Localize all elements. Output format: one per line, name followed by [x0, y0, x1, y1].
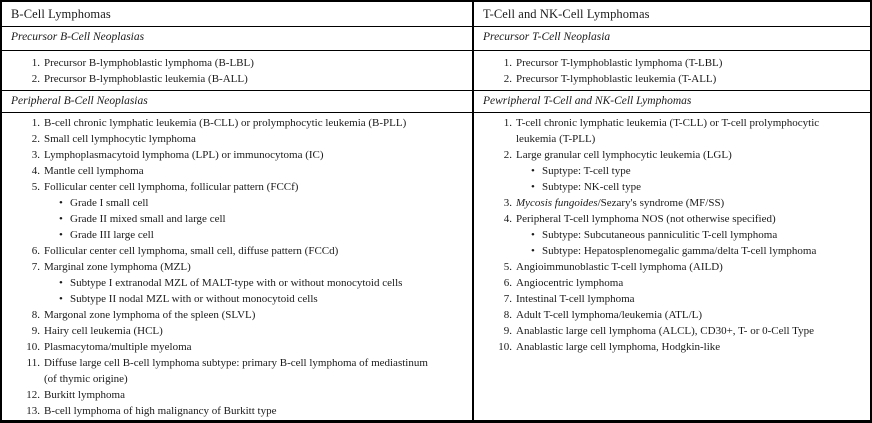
list-item	[474, 147, 864, 163]
list-item	[474, 195, 864, 211]
list-item-number: 8.	[31, 309, 40, 321]
list-item	[2, 115, 466, 131]
list-item	[2, 163, 466, 179]
list-item	[2, 179, 466, 195]
list-item	[2, 403, 466, 419]
list-item-text: Angiocentric lymphoma	[516, 277, 624, 289]
list-peripheral-t-nk-cell	[472, 113, 870, 420]
list-item-number: 2.	[31, 133, 40, 145]
list-item-text: Lymphoplasmacytoid lymphoma (LPL) or immunocytoma (IC)	[44, 149, 324, 161]
list-item-number: 9.	[503, 325, 512, 337]
list-item-number: 13.	[26, 405, 40, 417]
list-item-number: 5.	[31, 181, 40, 193]
list-item	[2, 307, 466, 323]
subheader-peripheral-b-cell: Peripheral B-Cell Neoplasias	[2, 91, 472, 113]
list-item-number: 2.	[31, 73, 40, 85]
list-item	[474, 259, 864, 275]
bullet-icon: •	[59, 213, 63, 225]
list-item-number: 10.	[498, 341, 512, 353]
list-item	[2, 323, 466, 339]
bullet-item	[2, 291, 466, 307]
list-item-number: 10.	[26, 341, 40, 353]
list-item-number: 1.	[31, 117, 40, 129]
list-item-number: 6.	[503, 277, 512, 289]
list-item	[2, 243, 466, 259]
bullet-text: Subtype: Hepatosplenomegalic gamma/delta T-cell lymphoma	[542, 245, 817, 257]
list-item-text: Anablastic large cell lymphoma (ALCL), CD30+, T- or 0-Cell Type	[516, 325, 814, 337]
bullet-item	[474, 243, 864, 259]
list-item-text: Mantle cell lymphoma	[44, 165, 144, 177]
list-item-number: 11.	[26, 357, 40, 369]
subheader-peripheral-t-nk-cell: Pewripheral T-Cell and NK-Cell Lymphomas	[472, 91, 870, 113]
list-item	[474, 307, 864, 323]
list-item-number: 7.	[503, 293, 512, 305]
bullet-text: Suptype: T-cell type	[542, 165, 631, 177]
list-item-text: Burkitt lymphoma	[44, 389, 125, 401]
list-peripheral-b-cell	[2, 113, 472, 420]
list-item-number: 2.	[503, 149, 512, 161]
list-item-text: Precursor B-lymphoblastic leukemia (B-ALL)	[44, 73, 248, 85]
bullet-icon: •	[59, 293, 63, 305]
list-item-text: Mycosis fungoides/Sezary's syndrome (MF/SS)	[516, 197, 725, 209]
bullet-icon: •	[59, 277, 63, 289]
list-item-text: Precursor T-lymphoblastic leukemia (T-ALL)	[516, 73, 717, 85]
bullet-text: Subtype II nodal MZL with or without monocytoid cells	[70, 293, 318, 305]
list-item-text: B-cell chronic lymphatic leukemia (B-CLL) or prolymphocytic leukemia (B-PLL)	[44, 117, 407, 129]
list-item	[474, 55, 864, 71]
list-item-text: Follicular center cell lymphoma, follicular pattern (FCCf)	[44, 181, 299, 193]
list-item-number: 12.	[26, 389, 40, 401]
list-item-text: Peripheral T-cell lymphoma NOS (not otherwise specified)	[516, 213, 776, 225]
list-item-text: Precursor B-lymphoblastic lymphoma (B-LBL)	[44, 57, 254, 69]
bullet-text: Grade II mixed small and large cell	[70, 213, 226, 225]
list-item	[2, 355, 466, 387]
bullet-item	[2, 211, 466, 227]
bullet-icon: •	[531, 181, 535, 193]
list-item-text: Precursor T-lymphoblastic lymphoma (T-LBL)	[516, 57, 723, 69]
list-item-number: 4.	[503, 213, 512, 225]
bullet-item	[2, 195, 466, 211]
bullet-text: Grade III large cell	[70, 229, 154, 241]
list-item-text: Hairy cell leukemia (HCL)	[44, 325, 163, 337]
list-item-number: 8.	[503, 309, 512, 321]
subheader-precursor-b-cell: Precursor B-Cell Neoplasias	[2, 27, 472, 51]
list-item	[2, 55, 466, 71]
bullet-item	[474, 179, 864, 195]
bullet-item	[2, 227, 466, 243]
subheader-precursor-t-cell: Precursor T-Cell Neoplasia	[472, 27, 870, 51]
list-item-text: Plasmacytoma/multiple myeloma	[44, 341, 192, 353]
list-item	[474, 291, 864, 307]
list-item	[474, 339, 864, 355]
list-item-number: 4.	[31, 165, 40, 177]
list-item-number: 5.	[503, 261, 512, 273]
list-item	[2, 131, 466, 147]
list-item-text: Angioimmunoblastic T-cell lymphoma (AILD)	[516, 261, 723, 273]
bullet-icon: •	[59, 229, 63, 241]
list-item-text: Small cell lymphocytic lymphoma	[44, 133, 196, 145]
list-item-text: Adult T-cell lymphoma/leukemia (ATL/L)	[516, 309, 703, 321]
list-item-number: 2.	[503, 73, 512, 85]
list-item-number: 1.	[503, 117, 512, 129]
list-item-number: 6.	[31, 245, 40, 257]
list-item-text: Margonal zone lymphoma of the spleen (SLVL)	[44, 309, 256, 321]
list-item	[2, 71, 466, 87]
list-item-number: 3.	[503, 197, 512, 209]
list-item-number: 1.	[31, 57, 40, 69]
bullet-text: Subtype: NK-cell type	[542, 181, 641, 193]
header-cell-b-cell: B-Cell Lymphomas	[2, 2, 472, 27]
list-item-text: Marginal zone lymphoma (MZL)	[44, 261, 191, 273]
list-item	[474, 115, 864, 147]
list-item	[2, 387, 466, 403]
bullet-icon: •	[531, 245, 535, 257]
list-item	[2, 259, 466, 275]
list-item-text: B-cell lymphoma of high malignancy of Burkitt type	[44, 405, 277, 417]
list-item	[474, 71, 864, 87]
list-item-text: Intestinal T-cell lymphoma	[516, 293, 635, 305]
list-item	[474, 275, 864, 291]
bullet-item	[474, 227, 864, 243]
list-item	[2, 339, 466, 355]
header-cell-t-nk-cell: T-Cell and NK-Cell Lymphomas	[472, 2, 870, 27]
list-item	[2, 147, 466, 163]
list-item-number: 3.	[31, 149, 40, 161]
list-precursor-b-cell	[2, 51, 472, 91]
bullet-text: Subtype: Subcutaneous panniculitic T-cell lymphoma	[542, 229, 778, 241]
list-item-number: 1.	[503, 57, 512, 69]
bullet-item	[2, 275, 466, 291]
list-item-text: Follicular center cell lymphoma, small cell, diffuse pattern (FCCd)	[44, 245, 339, 257]
bullet-icon: •	[531, 165, 535, 177]
list-item-text: Large granular cell lymphocytic leukemia (LGL)	[516, 149, 732, 161]
bullet-icon: •	[59, 197, 63, 209]
list-item-number: 7.	[31, 261, 40, 273]
bullet-icon: •	[531, 229, 535, 241]
bullet-text: Grade I small cell	[70, 197, 149, 209]
bullet-item	[474, 163, 864, 179]
list-item-text: T-cell chronic lymphatic leukemia (T-CLL) or T-cell prolymphocytic leukemia (T-PLL)	[516, 117, 820, 145]
list-precursor-t-cell	[472, 51, 870, 91]
bullet-text: Subtype I extranodal MZL of MALT-type with or without monocytoid cells	[70, 277, 403, 289]
list-item-text: Diffuse large cell B-cell lymphoma subtype: primary B-cell lymphoma of mediastinum (of thymic origine)	[44, 357, 428, 385]
list-item-number: 9.	[31, 325, 40, 337]
list-item	[474, 323, 864, 339]
list-item-text: Anablastic large cell lymphoma, Hodgkin-like	[516, 341, 721, 353]
list-item	[474, 211, 864, 227]
